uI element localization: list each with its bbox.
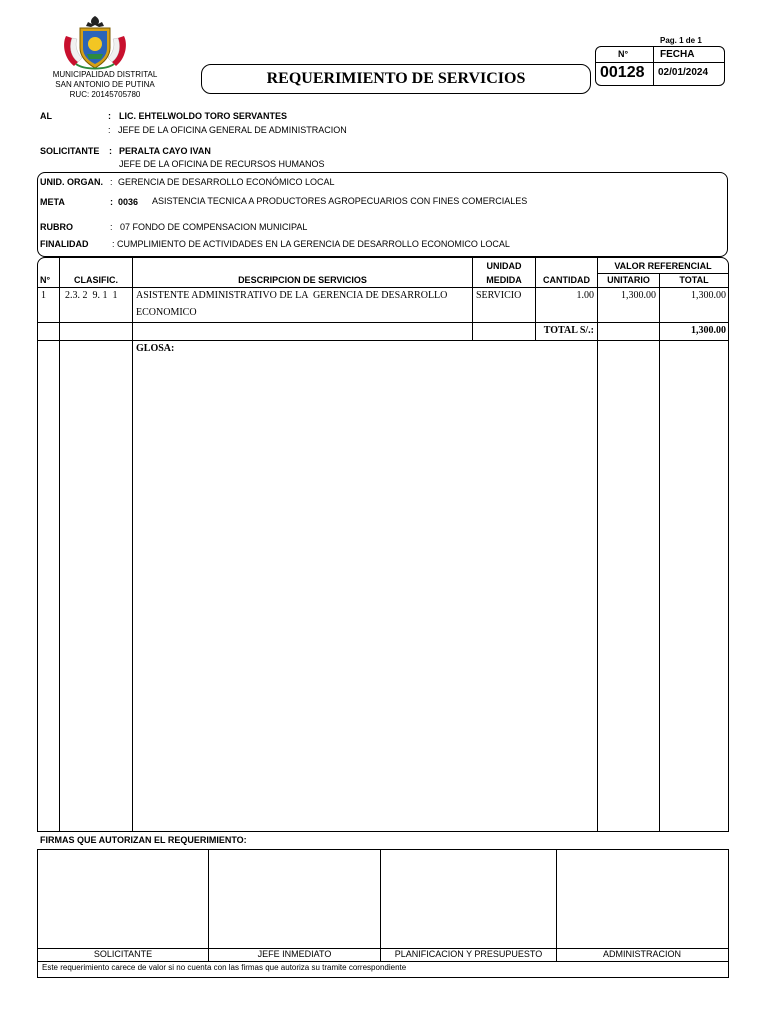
unid-value: GERENCIA DE DESARROLLO ECONÓMICO LOCAL	[118, 177, 335, 187]
row-clasif: 2.3. 2 9. 1 1	[65, 290, 118, 301]
meta-value: ASISTENCIA TECNICA A PRODUCTORES AGROPECUARIOS CON FINES COMERCIALES	[152, 196, 528, 206]
al-colon: :	[108, 111, 111, 121]
row-cantidad: 1.00	[576, 290, 594, 301]
page-number: Pag. 1 de 1	[660, 36, 702, 45]
al-label: AL	[40, 111, 52, 121]
meta-colon: :	[110, 197, 113, 207]
finalidad-value: CUMPLIMIENTO DE ACTIVIDADES EN LA GERENCIA DE DESARROLLO ECONOMICO LOCAL	[117, 239, 510, 249]
municipal-coat-of-arms-logo	[60, 14, 130, 72]
row-total: 1,300.00	[691, 290, 726, 301]
header-unidad: UNIDAD	[486, 261, 522, 271]
row-desc-line2: ECONOMICO	[136, 307, 197, 318]
meta-label: META	[40, 197, 65, 207]
rubro-value: 07 FONDO DE COMPENSACION MUNICIPAL	[120, 222, 308, 232]
signatures-note: Este requerimiento carece de valor si no cuenta con las firmas que autoriza su tramite correspondiente	[42, 963, 407, 972]
row-unidad: SERVICIO	[476, 290, 522, 301]
header-medida: MEDIDA	[486, 275, 522, 285]
al-colon-2: :	[108, 125, 111, 135]
header-unitario: UNITARIO	[607, 275, 650, 285]
finalidad-label: FINALIDAD	[40, 239, 89, 249]
rubro-colon: :	[110, 222, 113, 232]
row-unitario: 1,300.00	[621, 290, 656, 301]
institution-ruc: RUC: 20145705780	[69, 90, 141, 99]
solicitante-name: PERALTA CAYO IVAN	[119, 146, 211, 156]
document-number: 00128	[600, 64, 645, 81]
glosa-label: GLOSA:	[136, 343, 175, 354]
signatures-title: FIRMAS QUE AUTORIZAN EL REQUERIMIENTO:	[40, 835, 247, 845]
header-total: TOTAL	[679, 275, 709, 285]
solicitante-colon: :	[109, 146, 112, 156]
number-date-box	[595, 46, 725, 86]
row-n: 1	[41, 290, 46, 301]
institution-name: MUNICIPALIDAD DISTRITAL	[52, 70, 158, 79]
header-cantidad: CANTIDAD	[543, 275, 590, 285]
number-label: N°	[618, 49, 629, 59]
unid-label: UNID. ORGAN.	[40, 177, 103, 187]
total-value: 1,300.00	[691, 325, 726, 336]
sig-administracion: ADMINISTRACION	[602, 949, 681, 959]
institution-location: SAN ANTONIO DE PUTINA	[55, 80, 155, 89]
document-date: 02/01/2024	[658, 67, 709, 78]
sig-jefe-inmediato: JEFE INMEDIATO	[257, 949, 332, 959]
al-role: JEFE DE LA OFICINA GENERAL DE ADMINISTRACION	[118, 125, 347, 135]
total-label: TOTAL S/.:	[543, 325, 594, 336]
sig-solicitante: SOLICITANTE	[93, 949, 153, 959]
finalidad-colon: :	[112, 239, 115, 249]
row-desc-line1: ASISTENTE ADMINISTRATIVO DE LA GERENCIA DE DESARROLLO	[136, 290, 448, 301]
meta-code: 0036	[118, 197, 139, 207]
al-name: LIC. EHTELWOLDO TORO SERVANTES	[119, 111, 288, 121]
solicitante-role: JEFE DE LA OFICINA DE RECURSOS HUMANOS	[119, 159, 325, 169]
header-valor-referencial: VALOR REFERENCIAL	[614, 261, 712, 271]
services-table	[37, 257, 729, 832]
date-label: FECHA	[660, 49, 695, 60]
signatures-box	[37, 849, 729, 978]
header-clasif: CLASIFIC.	[74, 275, 118, 285]
header-desc: DESCRIPCION DE SERVICIOS	[238, 275, 367, 285]
sig-planificacion: PLANIFICACION Y PRESUPUESTO	[394, 949, 543, 959]
solicitante-label: SOLICITANTE	[40, 146, 100, 156]
rubro-label: RUBRO	[40, 222, 73, 232]
document-title: REQUERIMIENTO DE SERVICIOS	[201, 64, 591, 94]
unid-colon: :	[110, 177, 113, 187]
header-n: N°	[40, 275, 51, 285]
